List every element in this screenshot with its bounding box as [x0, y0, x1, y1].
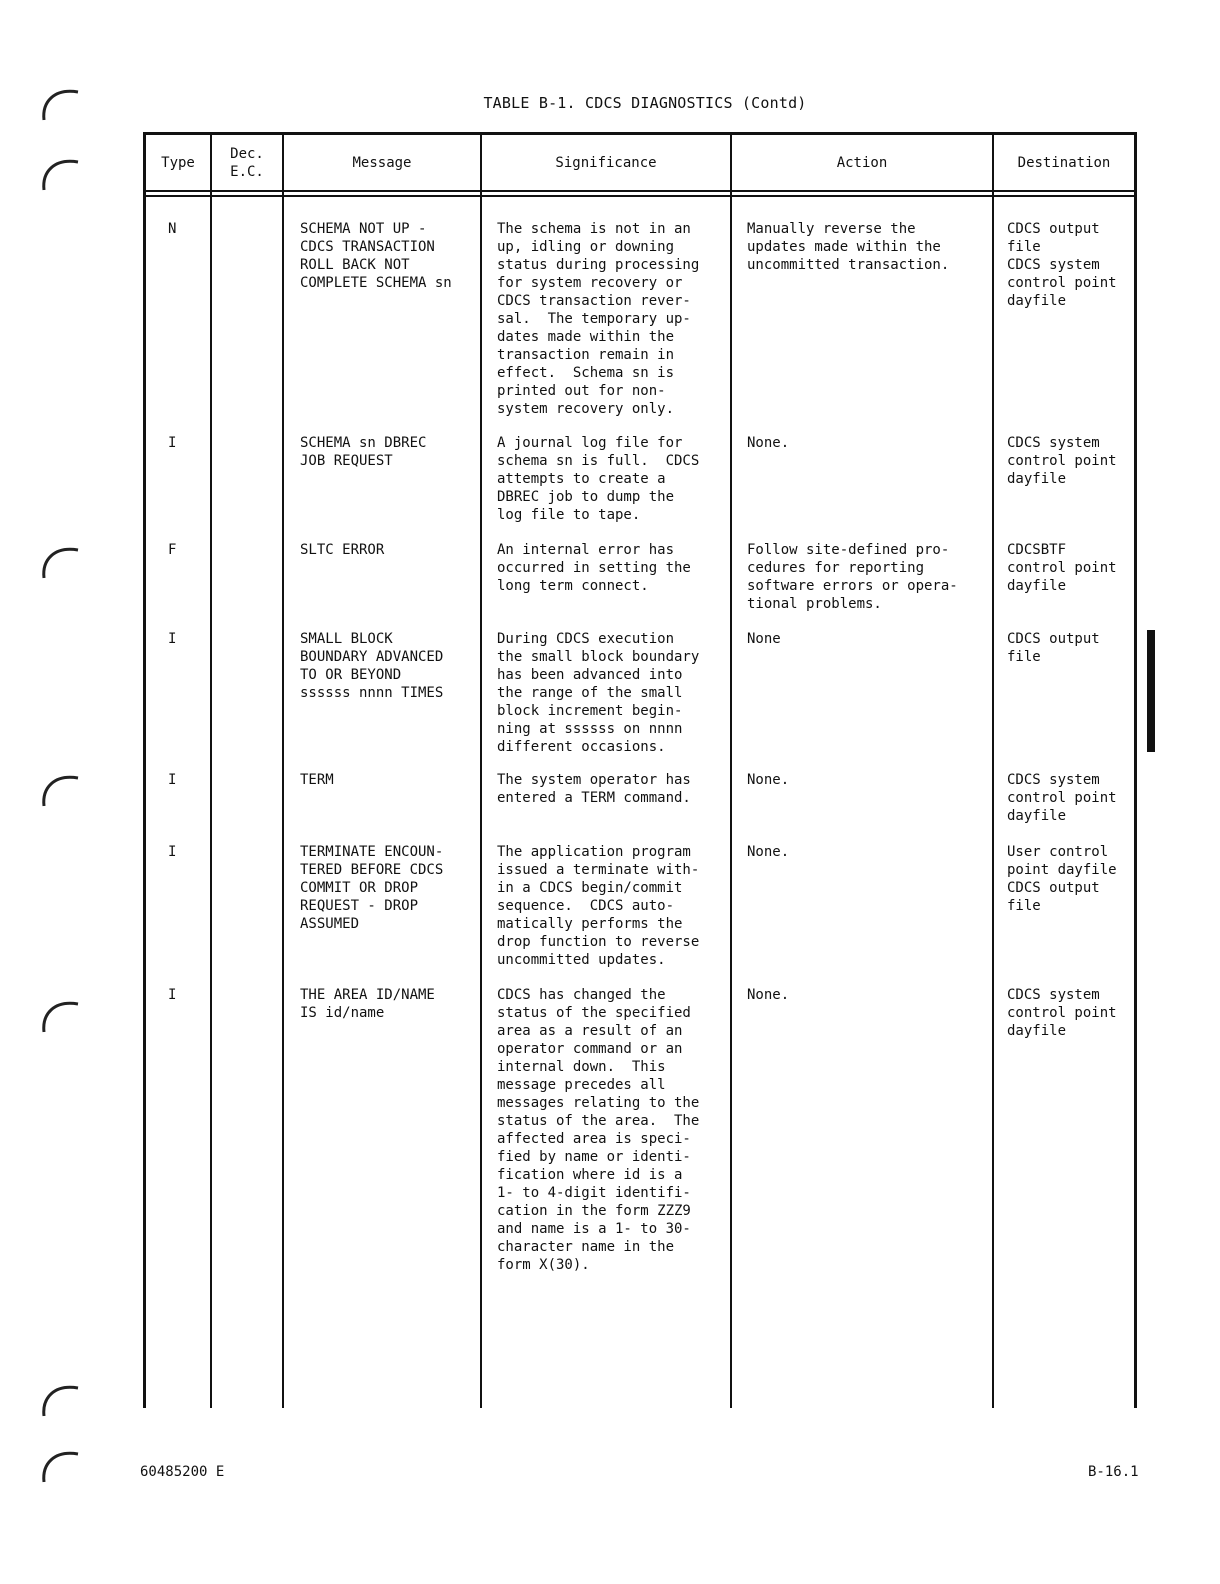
row-type: I	[168, 987, 177, 1003]
column-divider	[282, 132, 284, 1408]
row-message: TERM	[300, 772, 334, 788]
row-type: I	[168, 435, 177, 451]
punch-hole-icon	[38, 766, 86, 810]
row-type: I	[168, 631, 177, 647]
row-significance: The system operator has entered a TERM command.	[497, 772, 691, 806]
row-destination: CDCS output file	[1007, 631, 1100, 665]
column-divider	[480, 132, 482, 1408]
row-message: SCHEMA NOT UP - CDCS TRANSACTION ROLL BACK NOT COMPLETE SCHEMA sn	[300, 221, 452, 291]
row-significance: CDCS has changed the status of the specified area as a result of an operator command or an internal down. This message precedes all messages relating to the status of the area. The affected area is speci- fied by name or identi- fication where id is a 1- to 4-digit identifi- cation in the form ZZZ9 and name is a 1- to 30- character name in the form X(30).	[497, 987, 700, 1273]
row-action: None	[747, 631, 781, 647]
row-destination: CDCS system control point dayfile	[1007, 772, 1117, 824]
punch-hole-icon	[38, 538, 86, 582]
row-significance: The application program issued a terminate with- in a CDCS begin/commit sequence. CDCS auto- matically performs the drop function to reverse uncommitted updates.	[497, 844, 700, 968]
doc-number: 60485200 E	[140, 1464, 225, 1480]
row-action: None.	[747, 435, 790, 451]
punch-hole-icon	[38, 150, 86, 194]
header-rule	[143, 195, 1137, 197]
column-divider	[730, 132, 732, 1408]
row-significance: An internal error has occurred in setting the long term connect.	[497, 542, 691, 594]
row-significance: During CDCS execution the small block boundary has been advanced into the range of the small block increment begin- ning at ssssss on nnnn different occasions.	[497, 631, 700, 755]
row-significance: A journal log file for schema sn is full. CDCS attempts to create a DBREC job to dump the log file to tape.	[497, 435, 700, 523]
row-message: THE AREA ID/NAME IS id/name	[300, 987, 435, 1021]
header-action: Action	[836, 155, 888, 171]
row-type: F	[168, 542, 177, 558]
punch-hole-icon	[38, 992, 86, 1036]
table-title: TABLE B-1. CDCS DIAGNOSTICS (Contd)	[483, 94, 807, 112]
punch-hole-icon	[38, 1442, 86, 1486]
row-message: TERMINATE ENCOUN- TERED BEFORE CDCS COMMIT OR DROP REQUEST - DROP ASSUMED	[300, 844, 444, 932]
row-message: SMALL BLOCK BOUNDARY ADVANCED TO OR BEYOND ssssss nnnn TIMES	[300, 631, 444, 701]
change-bar	[1147, 630, 1155, 752]
header-type: Type	[161, 155, 195, 171]
header-destination: Destination	[1017, 155, 1111, 171]
row-type: N	[168, 221, 177, 237]
column-divider	[992, 132, 994, 1408]
row-type: I	[168, 772, 177, 788]
header-significance: Significance	[555, 155, 657, 171]
row-message: SLTC ERROR	[300, 542, 385, 558]
row-action: None.	[747, 772, 790, 788]
row-significance: The schema is not in an up, idling or downing status during processing for system recovery or CDCS transaction rever- sal. The temporary up- dates made within the transaction remain in effect. Schema sn is printed out for non- system recovery only.	[497, 221, 700, 417]
punch-hole-icon	[38, 1376, 86, 1420]
row-action: Manually reverse the updates made within the uncommitted transaction.	[747, 221, 950, 273]
header-dec-ec: Dec. E.C.	[230, 146, 264, 180]
header-message: Message	[352, 155, 412, 171]
row-destination: CDCS output file CDCS system control point dayfile	[1007, 221, 1117, 309]
row-action: Follow site-defined pro- cedures for reporting software errors or opera- tional problems.	[747, 542, 958, 612]
row-destination: CDCS system control point dayfile	[1007, 987, 1117, 1039]
row-destination: User control point dayfile CDCS output file	[1007, 844, 1117, 914]
row-message: SCHEMA sn DBREC JOB REQUEST	[300, 435, 427, 469]
row-action: None.	[747, 987, 790, 1003]
punch-hole-icon	[38, 80, 86, 124]
column-divider	[210, 132, 212, 1408]
row-type: I	[168, 844, 177, 860]
row-destination: CDCS system control point dayfile	[1007, 435, 1117, 487]
page-number: B-16.1	[1088, 1464, 1139, 1480]
row-destination: CDCSBTF control point dayfile	[1007, 542, 1117, 594]
row-action: None.	[747, 844, 790, 860]
